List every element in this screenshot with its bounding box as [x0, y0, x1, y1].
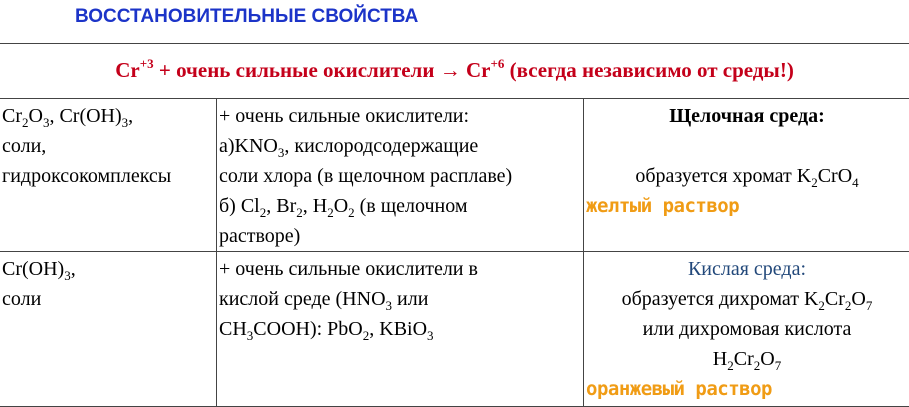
- table-row: [0, 252, 909, 407]
- hydroxide-line: $Cr(OH)_3$,: [2, 254, 214, 284]
- ion-from: Cr: [115, 58, 140, 82]
- dichromic-acid-line: или дихромовая кислота: [586, 314, 908, 344]
- header-row: [0, 43, 909, 99]
- yellow-solution-note: желтый раствор: [586, 191, 908, 221]
- oxidant-line-5: растворе): [219, 221, 581, 251]
- charge-from: +3: [140, 56, 154, 71]
- header-equation: [0, 58, 909, 83]
- oxidant-line-3: соли хлора (в щелочном расплаве): [219, 161, 581, 191]
- ion-to: Cr: [466, 58, 491, 82]
- salts-line: соли,: [2, 131, 214, 161]
- oxidant-cell: [217, 252, 584, 407]
- reductant-cell: [0, 252, 217, 407]
- oxidant-line-4: б) $Cl_2$, $Br_2$, $H_2O_2$ (в щелочном: [219, 191, 581, 221]
- dichromic-acid-formula: $H_2Cr_2O_7$: [586, 344, 908, 374]
- medium-label-alkaline: Щелочная среда:: [586, 101, 908, 131]
- chromate-line: образуется хромат $K_2CrO_4$: [586, 161, 908, 191]
- salts-line: соли: [2, 284, 214, 314]
- oxidant-line-2: кислой среде ($HNO_3$ или: [219, 284, 581, 314]
- spacer-line: [586, 131, 908, 161]
- dichromate-line: образуется дихромат $K_2Cr_2O_7$: [586, 284, 908, 314]
- oxidant-line-1: + очень сильные окислители:: [219, 101, 581, 131]
- oxidant-cell: [217, 99, 584, 252]
- page-title: ВОССТАНОВИТЕЛЬНЫЕ СВОЙСТВА: [75, 6, 418, 28]
- oxidant-line-1: + очень сильные окислители в: [219, 254, 581, 284]
- oxidant-line-2: $а)KNO_3$, кислородсодержащие: [219, 131, 581, 161]
- properties-table: [0, 98, 909, 407]
- product-cell: [584, 99, 909, 252]
- product-cell: [584, 252, 909, 407]
- orange-solution-note: оранжевый раствор: [586, 374, 908, 404]
- charge-to: +6: [490, 56, 504, 71]
- medium-label-acidic: Кислая среда:: [586, 254, 908, 284]
- oxidant-line-3: $CH_3COOH$): PbO$_2$, KBiO$_3$: [219, 314, 581, 344]
- header-tail: (всегда независимо от среды!): [504, 58, 793, 82]
- reductant-cell: [0, 99, 217, 252]
- compounds-line: $Cr_2O_3$, $Cr(OH)_3$,: [2, 101, 214, 131]
- hydroxocomplexes-line: гидроксокомплексы: [2, 161, 214, 191]
- table-row: [0, 99, 909, 252]
- header-middle: + очень сильные окислители →: [154, 58, 466, 82]
